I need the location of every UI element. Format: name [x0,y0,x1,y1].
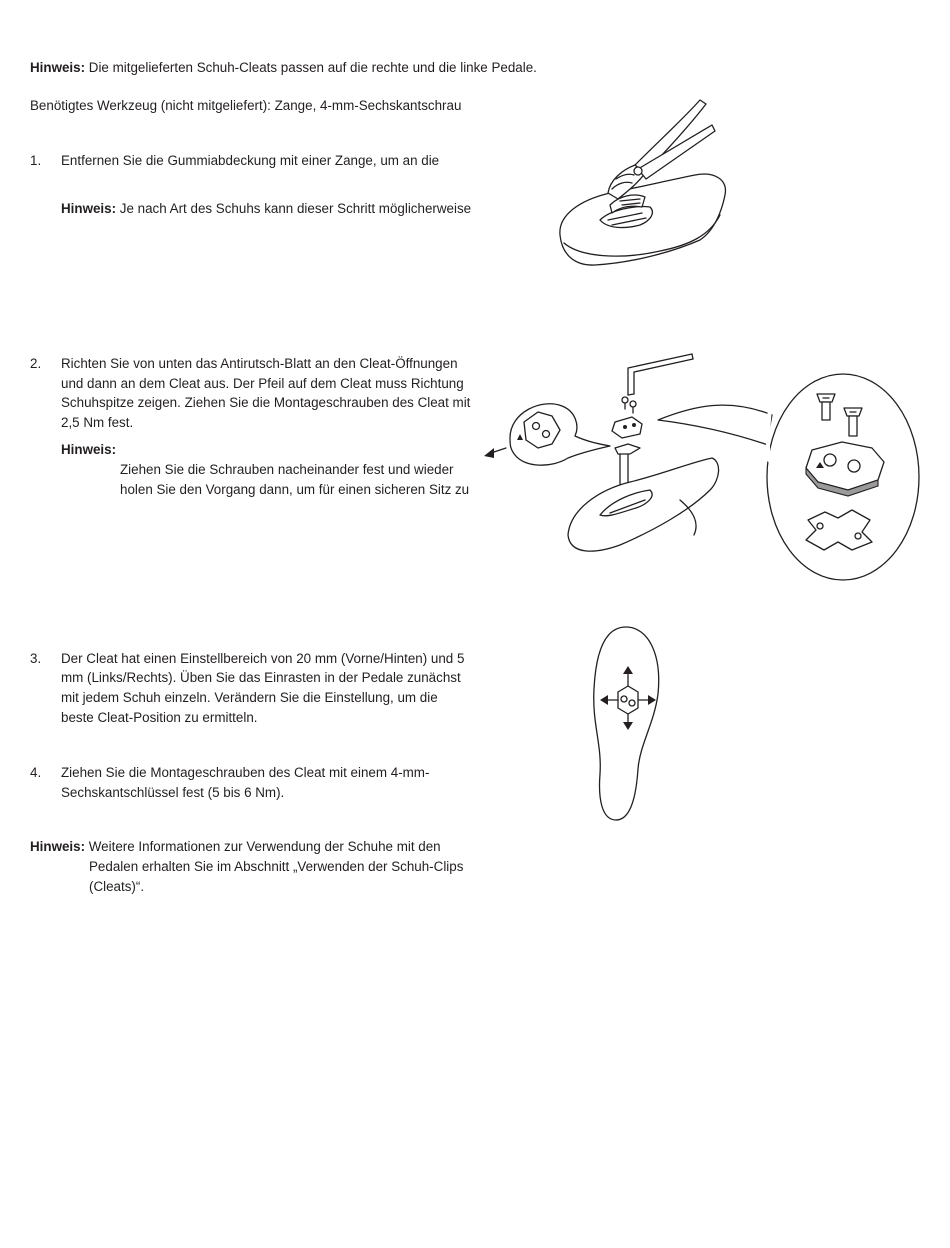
step-3-line-2: mm (Links/Rechts). Üben Sie das Einrasten in der Pedale zunächst [61,670,461,685]
step-3-line-3: mit jedem Schuh einzeln. Verändern Sie die Einstellung, um die [61,690,438,705]
tools-line: Benötigtes Werkzeug (nicht mitgeliefert): Zange, 4-mm-Sechskantschrau [30,98,462,113]
step-4-number: 4. [30,765,42,780]
step-2-line-4: 2,5 Nm fest. [61,415,134,430]
sole-adjustment-illustration [588,624,668,824]
step-2-line-1: Richten Sie von unten das Antirutsch-Blatt an den Cleat-Öffnungen [61,356,458,371]
final-note-label: Hinweis: [30,839,86,854]
step-1-note-label: Hinweis: [61,201,117,216]
step-2-line-2: und dann an dem Cleat aus. Der Pfeil auf dem Cleat muss Richtung [61,376,464,391]
step-1-note [61,199,471,219]
step-2-line-3: Schuhspitze zeigen. Ziehen Sie die Montageschrauben des Cleat mit [61,395,471,410]
step-1-text: Entfernen Sie die Gummiabdeckung mit einer Zange, um an die [61,153,440,168]
intro-note-label: Hinweis: [30,60,86,75]
intro-note-text: Die mitgelieferten Schuh-Cleats passen auf die rechte und die linke Pedale. [85,60,537,75]
step-2-note-line-2: holen Sie den Vorgang dann, um für einen sicheren Sitz zu [120,482,470,497]
step-2-note-line-1: Ziehen Sie die Schrauben nacheinander fest und wieder [120,462,454,477]
pliers-shoe-illustration [550,95,740,275]
step-2-number: 2. [30,356,42,371]
final-note-line-2: Pedalen erhalten Sie im Abschnitt „Verwenden der Schuh-Clips [89,859,464,874]
step-4-line-1: Ziehen Sie die Montageschrauben des Cleat mit einem 4-mm- [61,765,430,780]
intro-note [30,58,537,78]
step-1-number: 1. [30,153,42,168]
step-2-note-label: Hinweis: [61,442,117,457]
step-3-line-4: beste Cleat-Position zu ermitteln. [61,710,258,725]
step-4-line-2: Sechskantschlüssel fest (5 bis 6 Nm). [61,785,285,800]
step-3-line-1: Der Cleat hat einen Einstellbereich von 20 mm (Vorne/Hinten) und 5 [61,651,465,666]
step-1-note-text: Je nach Art des Schuhs kann dieser Schritt möglicherweise [116,201,472,216]
cleat-assembly-illustration [480,350,930,590]
step-3-number: 3. [30,651,42,666]
final-note-text-1: Weitere Informationen zur Verwendung der Schuhe mit den [85,839,441,854]
final-note-line-3: (Cleats)“. [89,879,145,894]
final-note-line-1 [30,837,441,857]
